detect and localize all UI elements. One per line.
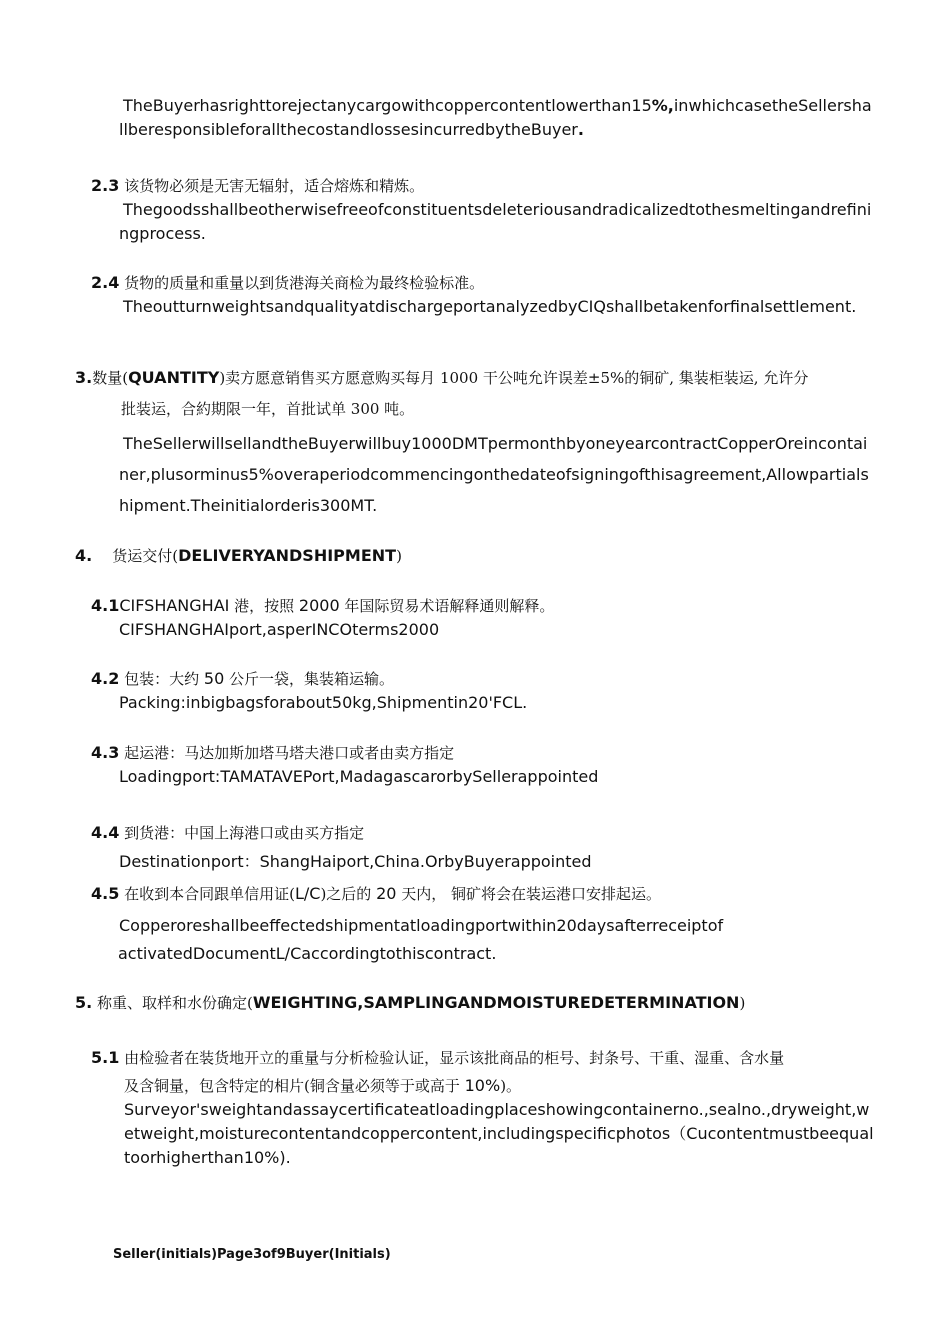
clause-percent: 10%	[464, 1076, 501, 1095]
clause-zh-text: 在收到本合同跟单信用证(	[119, 885, 295, 903]
clause-4-1-heading	[91, 594, 554, 618]
section-title: QUANTITY	[128, 368, 220, 387]
section-number: 3.	[75, 368, 93, 387]
clause-2-4-heading	[91, 271, 484, 295]
clause-zh-text: 该货物必须是无害无辐射，适合熔炼和精炼。	[119, 177, 425, 195]
clause-4-3-english: Loadingport:TAMATAVEPort,MadagascarorbySellerappointed	[119, 767, 599, 786]
clause-5-1-zh-continued	[124, 1074, 521, 1098]
clause-4-2-heading	[91, 667, 394, 691]
clause-number: 4.1	[91, 596, 120, 615]
section-3-english: TheSellerwillsellandtheBuyerwillbuy1000DMTpermonthbyoneyearcontractCopperOreincontainer,plusorminus5%overaperiodcommencingonthedateofsigningofthisagreement,Allowpartialshipment.Theinitialorderis300MT.	[119, 434, 869, 515]
clause-days: 20	[376, 884, 397, 903]
clause-weight: 50	[203, 669, 225, 688]
clause-zh-text: 起运港：马达加斯加塔马塔夫港口或者由卖方指定	[119, 744, 455, 762]
clause-5-1-heading	[91, 1046, 881, 1070]
page-footer: Seller(initials)Page3of9Buyer(Initials)	[113, 1247, 391, 1262]
clause-zh-text: 港，按照	[229, 597, 299, 615]
reject-paragraph	[119, 94, 874, 142]
clause-number: 4.4	[91, 823, 120, 842]
clause-zh-text-continued: )之后的	[320, 885, 377, 903]
clause-4-3-heading	[91, 741, 454, 765]
clause-zh-text: 到货港：中国上海港口或由买方指定	[119, 824, 365, 842]
section-zh-prefix: 称重、取样和水份确定(	[92, 994, 253, 1012]
clause-number: 2.3	[91, 176, 120, 195]
section-zh-suffix: )	[739, 994, 746, 1012]
section-title: DELIVERYANDSHIPMENT	[178, 546, 397, 565]
clause-number: 5.1	[91, 1048, 120, 1067]
clause-zh-text-end: )。	[500, 1077, 522, 1095]
section-3-heading	[75, 366, 885, 390]
section-zh-suffix: )	[396, 547, 402, 565]
reject-text: TheBuyerhasrighttorejectanycargowithcoppercontentlowerthan15	[123, 96, 652, 115]
section-5-heading	[75, 991, 745, 1015]
clause-zh-text: 包装：大约	[119, 670, 204, 688]
reject-percent: %,	[651, 96, 674, 115]
section-zh-prefix: 货运交付(	[112, 547, 179, 565]
clause-zh-text: 货物的质量和重量以到货港海关商检为最终检验标准。	[119, 274, 485, 292]
clause-number: 4.5	[91, 884, 120, 903]
section-title: WEIGHTING,SAMPLINGANDMOISTUREDETERMINATION	[252, 993, 740, 1012]
clause-4-5-heading	[91, 882, 661, 906]
clause-number: 4.2	[91, 669, 120, 688]
section-number: 5.	[75, 993, 93, 1012]
clause-2-3-heading	[91, 174, 424, 198]
clause-2-3-english: Thegoodsshallbeotherwisefreeofconstituentsdeleteriousandradicalizedtothesmeltingandrefiningprocess.	[119, 200, 872, 243]
section-zh-text: )卖方愿意销售买方愿意购买每月 1000 干公吨允许误差±5%的铜矿, 集装柜装运, 允许分	[219, 369, 809, 387]
clause-5-1-english: Surveyor'sweightandassaycertificateatloadingplaceshowingcontainerno.,sealno.,dryweight,wetweight,moisturecontentandcoppercontent,includingspecificphotos（Cucontentmustbeequaltoorhigherthan10%).	[124, 1100, 874, 1167]
reject-period: .	[577, 120, 584, 139]
reject-text-continued: inwhichcasetheSellershallberesponsibleforallthecostandlossesincurredbytheBuyer	[119, 96, 872, 139]
clause-4-4-english: Destinationport：ShangHaiport,China.OrbyBuyerappointed	[119, 852, 592, 871]
clause-zh-text: 由检验者在装货地开立的重量与分析检验认证，显示该批商品的柜号、封条号、干重、湿重、含水量	[119, 1049, 785, 1067]
section-3-zh-continued: 批装运，合約期限一年，首批试单 300 吨。	[121, 400, 415, 418]
clause-lc: L/C	[294, 884, 321, 903]
clause-2-4-english: TheoutturnweightsandqualityatdischargeportanalyzedbyCIQshallbetakenforfinalsettlement.	[123, 297, 857, 316]
clause-number: 4.3	[91, 743, 120, 762]
section-number: 4.	[75, 546, 93, 565]
clause-4-1-english: CIFSHANGHAIport,asperINCOterms2000	[119, 620, 440, 639]
clause-zh-text-continued: 年国际贸易术语解释通则解释。	[339, 597, 555, 615]
section-zh-prefix: 数量(	[92, 369, 129, 387]
clause-number: 2.4	[91, 273, 120, 292]
clause-zh-text-end: 天内， 铜矿将会在装运港口安排起运。	[396, 885, 661, 903]
clause-4-5-english-line2: activatedDocumentL/Caccordingtothiscontract.	[118, 944, 497, 963]
clause-zh-text-continued: 公斤一袋，集装箱运输。	[224, 670, 395, 688]
clause-4-5-english-line1: Copperoreshallbeeffectedshipmentatloadingportwithin20daysafterreceiptof	[119, 916, 724, 935]
clause-lead: CIFSHANGHAI	[119, 596, 230, 615]
section-4-heading	[75, 544, 402, 568]
clause-4-2-english: Packing:inbigbagsforabout50kg,Shipmentin20'FCL.	[119, 693, 528, 712]
clause-4-4-heading	[91, 821, 364, 845]
clause-zh-text-continued: 及含铜量，包含特定的相片(铜含量必须等于或高于	[124, 1077, 465, 1095]
clause-year: 2000	[298, 596, 340, 615]
